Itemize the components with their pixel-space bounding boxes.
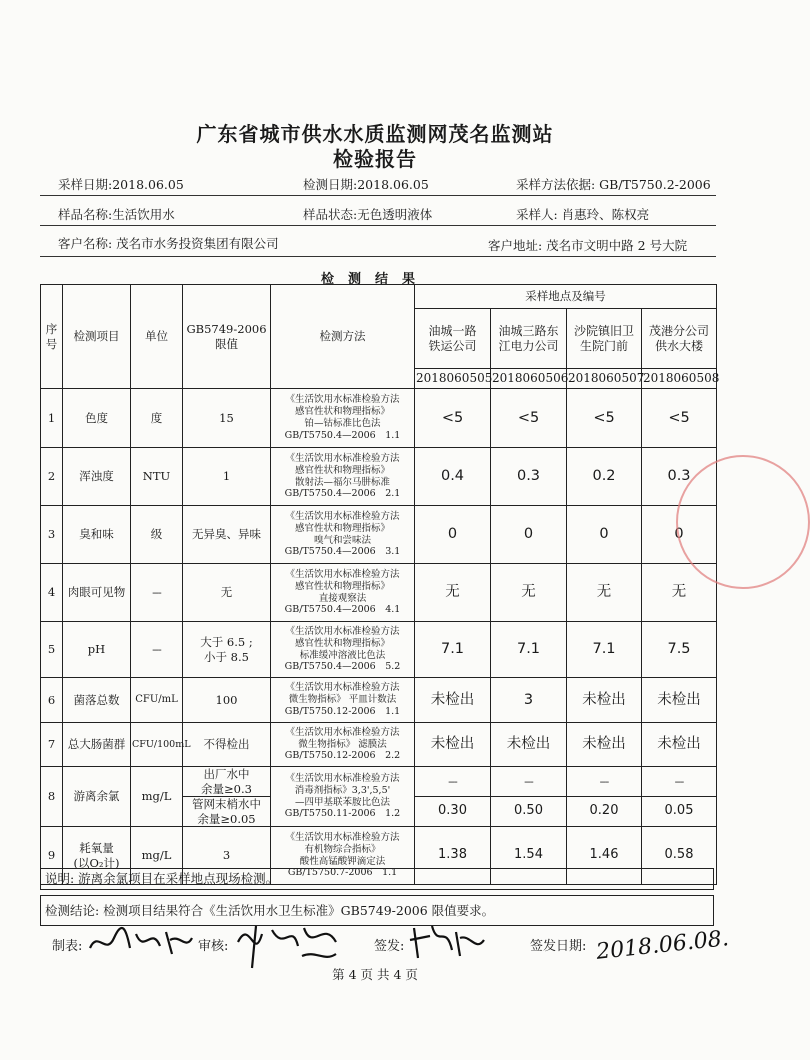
- result-value: ---: [491, 767, 567, 797]
- result-value: 0: [415, 506, 491, 564]
- result-value: <5: [567, 389, 642, 448]
- row-unit: NTU: [131, 448, 183, 506]
- row-unit: 级: [131, 506, 183, 564]
- result-value: 0.05: [642, 797, 717, 827]
- result-value: 未检出: [491, 723, 567, 767]
- row-method: 《生活饮用水标准检验方法 感官性状和物理指标》 散射法—福尔马肼标准 GB/T5750.4—2006 2.1: [271, 448, 415, 506]
- sampler: 采样人: 肖惠玲、陈权亮: [516, 207, 650, 222]
- note: 说明: 游离余氯项目在采样地点现场检测。: [40, 868, 714, 890]
- row-method: 《生活饮用水标准检验方法 感官性状和物理指标》 嗅气和尝味法 GB/T5750.4—2006 3.1: [271, 506, 415, 564]
- result-value: 1.46: [567, 827, 642, 885]
- result-value: 0: [567, 506, 642, 564]
- sampling-date: 采样日期:2018.06.05: [58, 177, 184, 192]
- row-seq: 1: [41, 389, 63, 448]
- row-limit: 3: [183, 827, 271, 885]
- row-limit: 100: [183, 678, 271, 723]
- site-name: 沙院镇旧卫 生院门前: [567, 309, 642, 369]
- result-value: 无: [415, 564, 491, 622]
- table-row: [41, 448, 717, 506]
- row-method: 《生活饮用水标准检验方法 有机物综合指标》 酸性高锰酸钾滴定法 GB/T5750.7-2006 1.1: [271, 827, 415, 885]
- result-value: ---: [415, 767, 491, 797]
- issue-date-label: 签发日期:: [530, 939, 587, 954]
- prepared-by-signature: [86, 920, 196, 960]
- col-limit-header: GB5749-2006 限值: [183, 285, 271, 389]
- reviewed-by-signature: [232, 912, 342, 972]
- test-date: 检测日期:2018.06.05: [303, 177, 429, 192]
- row-seq: 8: [41, 767, 63, 827]
- row-seq: 7: [41, 723, 63, 767]
- result-value: 7.1: [567, 622, 642, 678]
- row-limit: 无: [183, 564, 271, 622]
- row-unit: mg/L: [131, 827, 183, 885]
- result-value: 无: [567, 564, 642, 622]
- row-item: 色度: [63, 389, 131, 448]
- row-limit: 1: [183, 448, 271, 506]
- table-row: [41, 767, 717, 797]
- result-value: 未检出: [567, 723, 642, 767]
- client-address: 客户地址: 茂名市文明中路 2 号大院: [488, 238, 688, 253]
- result-value: 无: [491, 564, 567, 622]
- row-method: 《生活饮用水标准检验方法 微生物指标》 平皿计数法 GB/T5750.12-2006 1.1: [271, 678, 415, 723]
- result-value: ---: [567, 767, 642, 797]
- table-row: [41, 723, 717, 767]
- result-value: 0.2: [567, 448, 642, 506]
- issue-date-handwritten: 2018.06.08.: [595, 926, 730, 965]
- report-title: 广东省城市供水水质监测网茂名监测站: [196, 122, 554, 146]
- row-item: pH: [63, 622, 131, 678]
- table-row: [41, 622, 717, 678]
- header-rule-2: [40, 225, 716, 226]
- row-unit: CFU/100mL: [131, 723, 183, 767]
- result-value: 未检出: [567, 678, 642, 723]
- result-value: ---: [642, 767, 717, 797]
- col-method-header: 检测方法: [271, 285, 415, 389]
- approved-by-label: 签发:: [374, 939, 405, 954]
- row-seq: 5: [41, 622, 63, 678]
- result-value: 1.38: [415, 827, 491, 885]
- table-row: [41, 506, 717, 564]
- header-rule-3: [40, 256, 716, 257]
- row-method: 《生活饮用水标准检验方法 感官性状和物理指标》 标准缓冲溶液比色法 GB/T5750.4—2006 5.2: [271, 622, 415, 678]
- col-unit-header: 单位: [131, 285, 183, 389]
- table-row: [41, 389, 717, 448]
- row-unit: ---: [131, 564, 183, 622]
- result-value: 0.50: [491, 797, 567, 827]
- row-limit: 无异臭、异味: [183, 506, 271, 564]
- row-unit: mg/L: [131, 767, 183, 827]
- site-name: 茂港分公司 供水大楼: [642, 309, 717, 369]
- sample-name: 样品名称:生活饮用水: [58, 207, 175, 222]
- result-value: 未检出: [642, 723, 717, 767]
- result-value: 7.1: [415, 622, 491, 678]
- col-item-header: 检测项目: [63, 285, 131, 389]
- result-value: 0: [491, 506, 567, 564]
- result-value: <5: [491, 389, 567, 448]
- result-value: 0.20: [567, 797, 642, 827]
- row-method: 《生活饮用水标准检验方法 微生物指标》 滤膜法 GB/T5750.12-2006 2.2: [271, 723, 415, 767]
- site-name: 油城三路东 江电力公司: [491, 309, 567, 369]
- header-rule-1: [40, 195, 716, 196]
- sample-code: 2018060505: [415, 369, 491, 389]
- result-value: 0.3: [642, 448, 717, 506]
- col-sites-header: 采样地点及编号: [415, 285, 717, 309]
- row-limit: 15: [183, 389, 271, 448]
- result-value: 3: [491, 678, 567, 723]
- result-value: 未检出: [415, 723, 491, 767]
- row-seq: 3: [41, 506, 63, 564]
- result-value: 7.1: [491, 622, 567, 678]
- row-seq: 4: [41, 564, 63, 622]
- row-limit: 管网末梢水中 余量≥0.05: [183, 797, 271, 827]
- col-seq-header: 序号: [41, 285, 63, 389]
- client-name: 客户名称: 茂名市水务投资集团有限公司: [58, 236, 279, 251]
- row-unit: ---: [131, 622, 183, 678]
- approved-by-signature: [408, 918, 488, 962]
- report-subtitle: 检验报告: [333, 147, 417, 171]
- result-value: 1.54: [491, 827, 567, 885]
- sample-code: 2018060506: [491, 369, 567, 389]
- row-limit: 大于 6.5 ; 小于 8.5: [183, 622, 271, 678]
- conclusion: 检测结论: 检测项目结果符合《生活饮用水卫生标准》GB5749-2006 限值要求。: [40, 895, 714, 926]
- row-unit: CFU/mL: [131, 678, 183, 723]
- reviewed-by-label: 审核:: [198, 939, 229, 954]
- row-item: 臭和味: [63, 506, 131, 564]
- row-item: 游离余氯: [63, 767, 131, 827]
- sample-code: 2018060507: [567, 369, 642, 389]
- results-section-title: 检测结果: [320, 272, 429, 287]
- row-limit: 不得检出: [183, 723, 271, 767]
- row-seq: 2: [41, 448, 63, 506]
- row-limit: 出厂水中 余量≥0.3: [183, 767, 271, 797]
- row-item: 菌落总数: [63, 678, 131, 723]
- table-row: [41, 564, 717, 622]
- result-value: <5: [642, 389, 717, 448]
- row-method: 《生活饮用水标准检验方法 消毒剂指标》3,3',5,5' —四甲基联苯胺比色法 GB/T5750.11-2006 1.2: [271, 767, 415, 827]
- table-header-row: [41, 285, 717, 309]
- row-item: 耗氧量 (以O₂计): [63, 827, 131, 885]
- row-seq: 6: [41, 678, 63, 723]
- row-item: 总大肠菌群: [63, 723, 131, 767]
- row-method: 《生活饮用水标准检验方法 感官性状和物理指标》 直接观察法 GB/T5750.4—2006 4.1: [271, 564, 415, 622]
- result-value: 无: [642, 564, 717, 622]
- result-value: 0.4: [415, 448, 491, 506]
- sample-code: 2018060508: [642, 369, 717, 389]
- result-value: <5: [415, 389, 491, 448]
- sampling-basis: 采样方法依据: GB/T5750.2-2006: [516, 177, 711, 192]
- row-unit: 度: [131, 389, 183, 448]
- result-value: 未检出: [415, 678, 491, 723]
- result-value: 0: [642, 506, 717, 564]
- result-value: 0.30: [415, 797, 491, 827]
- row-item: 浑浊度: [63, 448, 131, 506]
- table-row: [41, 678, 717, 723]
- site-name: 油城一路 铁运公司: [415, 309, 491, 369]
- page-number: 第 4 页 共 4 页: [332, 967, 418, 982]
- result-value: 7.5: [642, 622, 717, 678]
- result-value: 0.58: [642, 827, 717, 885]
- official-stamp: [676, 455, 810, 589]
- result-value: 未检出: [642, 678, 717, 723]
- row-item: 肉眼可见物: [63, 564, 131, 622]
- row-seq: 9: [41, 827, 63, 885]
- row-method: 《生活饮用水标准检验方法 感官性状和物理指标》 铂—钴标准比色法 GB/T5750.4—2006 1.1: [271, 389, 415, 448]
- prepared-by-label: 制表:: [52, 939, 83, 954]
- sample-state: 样品状态:无色透明液体: [303, 207, 433, 222]
- results-table: [40, 284, 720, 885]
- result-value: 0.3: [491, 448, 567, 506]
